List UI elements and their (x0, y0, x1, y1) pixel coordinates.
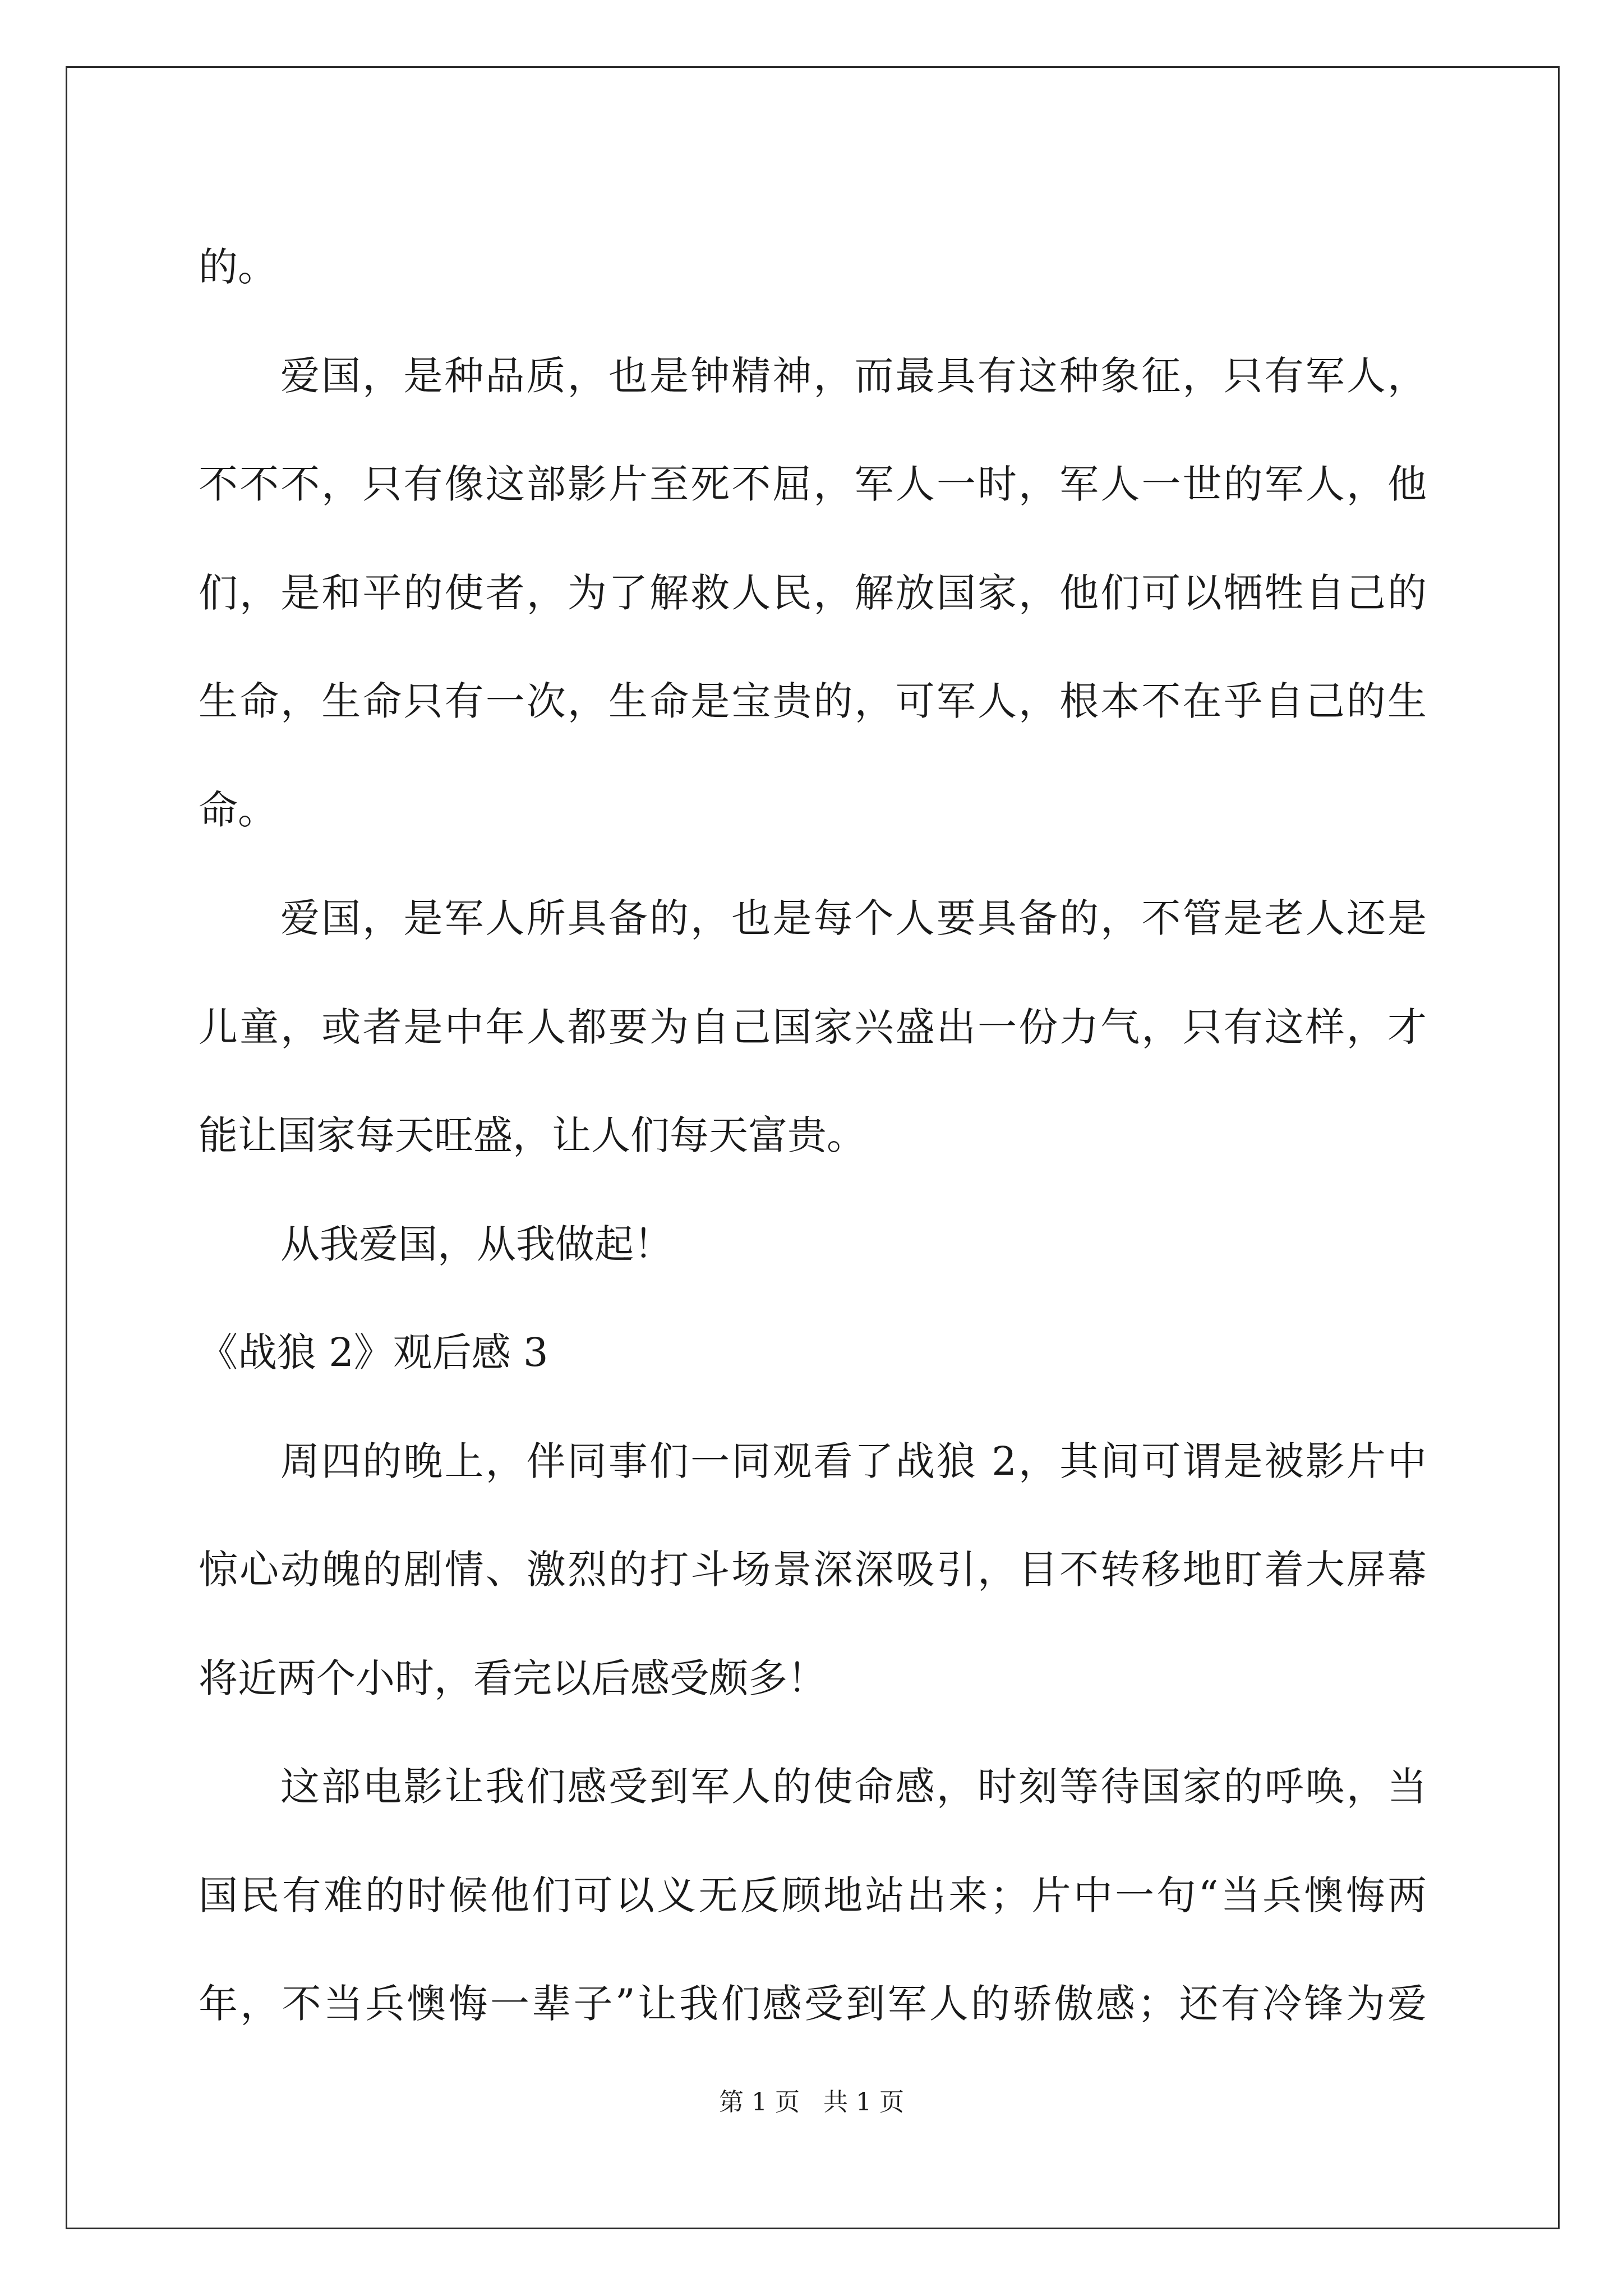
text-line: 命。 (199, 786, 277, 833)
text-line: 爱国，是军人所具备的，也是每个人要具备的，不管是老人还是 (280, 895, 1427, 941)
page-number: 第 1 页 共 1 页 (719, 2088, 904, 2116)
text-line: 这部电影让我们感受到军人的使命感，时刻等待国家的呼唤，当 (280, 1764, 1427, 1810)
text-line: 将近两个小时，看完以后感受颇多！ (199, 1655, 827, 1701)
text-line: 们，是和平的使者，为了解救人民，解放国家，他们可以牺牲自己的 (199, 569, 1427, 616)
document-body (199, 213, 1427, 2059)
text-line: 不不不，只有像这部影片至死不屈，军人一时，军人一世的军人，他 (199, 461, 1427, 507)
text-line: 儿童，或者是中年人都要为自己国家兴盛出一份力气，只有这样，才 (199, 1004, 1427, 1050)
text-line: 年，不当兵懊悔一辈子”让我们感受到军人的骄傲感；还有冷锋为爱 (199, 1981, 1427, 2027)
text-line: 的。 (199, 244, 277, 290)
text-line: 生命，生命只有一次，生命是宝贵的，可军人，根本不在乎自己的生 (199, 678, 1427, 724)
section-heading: 《战狼 2》观后感 3 (199, 1329, 548, 1375)
text-line: 从我爱国，从我做起！ (280, 1221, 673, 1267)
text-line: 能让国家每天旺盛，让人们每天富贵。 (199, 1112, 866, 1158)
text-line: 惊心动魄的剧情、激烈的打斗场景深深吸引，目不转移地盯着大屏幕 (199, 1547, 1427, 1593)
text-line: 爱国，是种品质，也是钟精神，而最具有这种象征，只有军人， (280, 352, 1427, 399)
page-footer (0, 2086, 1623, 2119)
text-line: 国民有难的时候他们可以义无反顾地站出来；片中一句“当兵懊悔两 (199, 1872, 1427, 1918)
text-line: 周四的晚上，伴同事们一同观看了战狼 2，其间可谓是被影片中 (280, 1438, 1427, 1484)
